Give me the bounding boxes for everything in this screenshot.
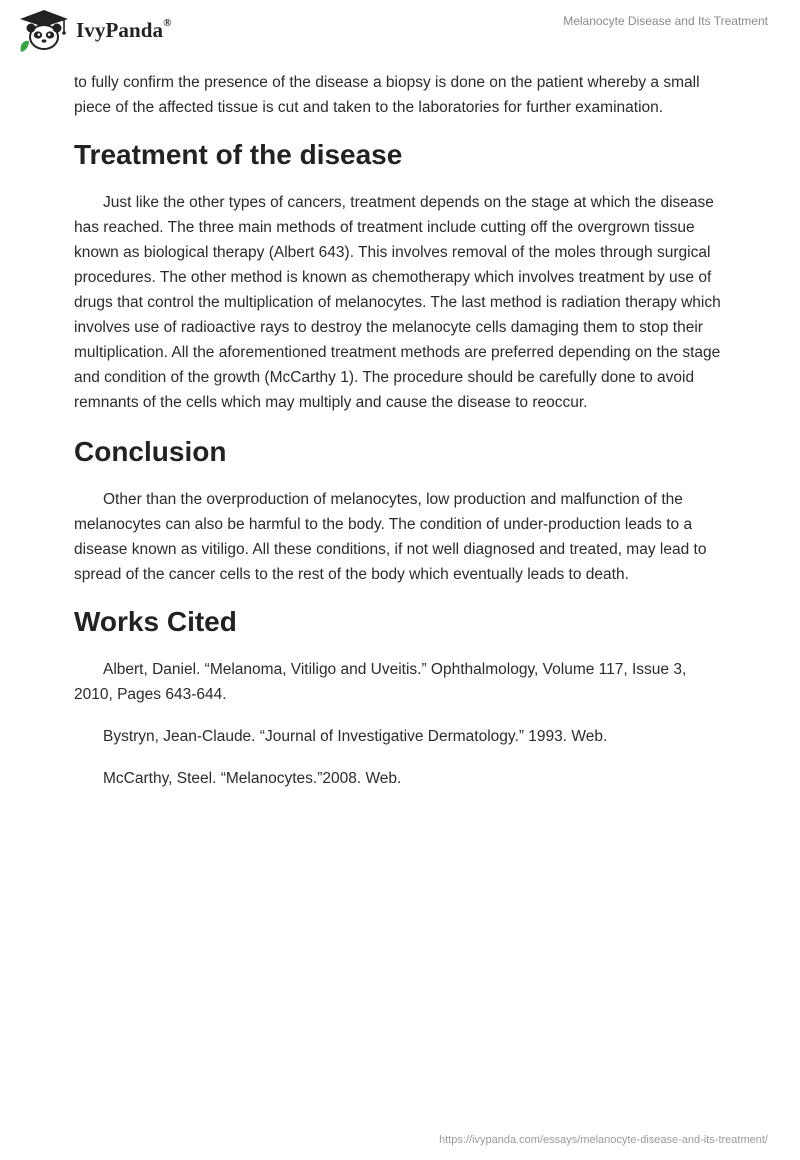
conclusion-paragraph: Other than the overproduction of melanocytes, low production and malfunction of the melanocytes can also be harmful to the body. The condition of under-production leads to a disease known as vitiligo. All these conditions, if not well diagnosed and treated, may lead to spread of the cancer cells to the rest of the body which eventually leads to death. — [74, 491, 707, 583]
treatment-paragraph: Just like the other types of cancers, treatment depends on the stage at which the disease has reached. The three main methods of treatment include cutting off the overgrown tissue known as biological therapy (Albert 643). This involves removal of the moles through surgical procedures. The other method is known as chemotherapy which involves treatment by use of drugs that control the multiplication of melanocytes. The last method is radiation therapy which involves use of radioactive rays to destroy the melanocyte cells damaging them to stop their multiplication. All the aforementioned treatment methods are preferred depending on the stage and condition of the growth (McCarthy 1). The procedure should be carefully done to avoid remnants of the cells which may multiply and cause the disease to reoccur. — [74, 194, 721, 411]
citation-item: Bystryn, Jean-Claude. “Journal of Investigative Dermatology.” 1993. Web. — [103, 728, 608, 745]
source-url-link[interactable]: https://ivypanda.com/essays/melanocyte-disease-and-its-treatment/ — [439, 1134, 768, 1146]
works-cited-heading: Works Cited — [74, 606, 237, 637]
intro-paragraph: to fully confirm the presence of the disease a biopsy is done on the patient whereby a small piece of the affected tissue is cut and taken to the laboratories for further examination. — [74, 74, 700, 116]
citation-item: McCarthy, Steel. “Melanocytes.”2008. Web. — [103, 770, 402, 787]
essay-content — [74, 70, 726, 808]
conclusion-heading: Conclusion — [74, 436, 227, 467]
page-header — [0, 0, 800, 66]
citation-item: Albert, Daniel. “Melanoma, Vitiligo and Uveitis.” Ophthalmology, Volume 117, Issue 3, 2010, Pages 643-644. — [74, 661, 687, 703]
ivypanda-logo[interactable] — [14, 8, 172, 52]
document-title: Melanocyte Disease and Its Treatment — [563, 14, 768, 28]
brand-name: IvyPanda® — [76, 16, 172, 42]
panda-graduate-icon — [14, 8, 74, 52]
treatment-heading: Treatment of the disease — [74, 139, 403, 170]
